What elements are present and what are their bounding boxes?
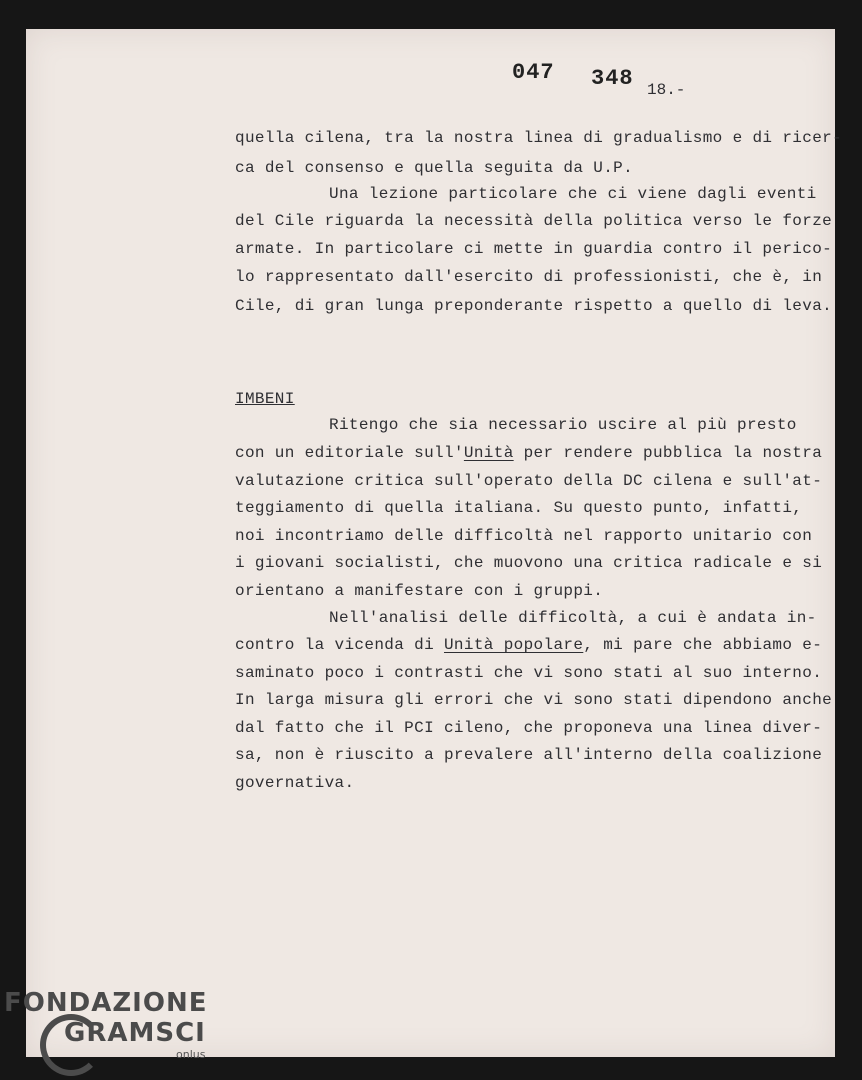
text-line: dal fatto che il PCI cileno, che proponeva una linea diver- (235, 719, 823, 737)
text-line: In larga misura gli errori che vi sono stati dipendono anche (235, 691, 833, 709)
text-segment: con un editoriale sull' (235, 444, 464, 462)
page-number: 18.- (647, 81, 686, 99)
text-line: ca del consenso e quella seguita da U.P. (235, 159, 634, 177)
text-line: valutazione critica sull'operato della DC cilena e sull'at- (235, 472, 823, 490)
text-segment: , mi pare che abbiamo e- (583, 636, 823, 654)
text-line: quella cilena, tra la nostra linea di gradualismo e di ricer- (235, 129, 843, 147)
text-line: sa, non è riuscito a prevalere all'interno della coalizione (235, 746, 823, 764)
text-line: lo rappresentato dall'esercito di professionisti, che è, in (235, 268, 823, 286)
speaker-heading: IMBENI (235, 390, 295, 408)
text-segment: contro la vicenda di (235, 636, 444, 654)
text-line (235, 443, 822, 463)
underlined-title: Unità popolare (443, 636, 584, 654)
archive-code-2: 348 (591, 66, 634, 91)
text-line (235, 635, 822, 655)
watermark-line1: FONDAZIONE (4, 988, 208, 1018)
text-line: Ritengo che sia necessario uscire al più presto (329, 416, 797, 434)
text-segment: per rendere pubblica la nostra (513, 444, 823, 462)
text-line: noi incontriamo delle difficoltà nel rapporto unitario con (235, 527, 813, 545)
text-line: Nell'analisi delle difficoltà, a cui è andata in- (329, 609, 817, 627)
text-line: teggiamento di quella italiana. Su questo punto, infatti, (235, 499, 803, 517)
text-line: saminato poco i contrasti che vi sono stati al suo interno. (235, 664, 823, 682)
text-line: orientano a manifestare con i gruppi. (235, 582, 604, 600)
watermark-line2: GRAMSCI (64, 1018, 206, 1048)
text-line: Una lezione particolare che ci viene dagli eventi (329, 185, 817, 203)
document-page (26, 29, 843, 1057)
text-line: i giovani socialisti, che muovono una critica radicale e si (235, 554, 823, 572)
watermark-line3: onlus (176, 1048, 206, 1061)
text-line: del Cile riguarda la necessità della politica verso le forze (235, 212, 833, 230)
archive-code-1: 047 (512, 60, 555, 85)
text-line: governativa. (235, 774, 355, 792)
underlined-title: Unità (463, 444, 514, 462)
text-line: Cile, di gran lunga preponderante rispetto a quello di leva. (235, 297, 833, 315)
text-line: armate. In particolare ci mette in guardia contro il perico- (235, 240, 833, 258)
